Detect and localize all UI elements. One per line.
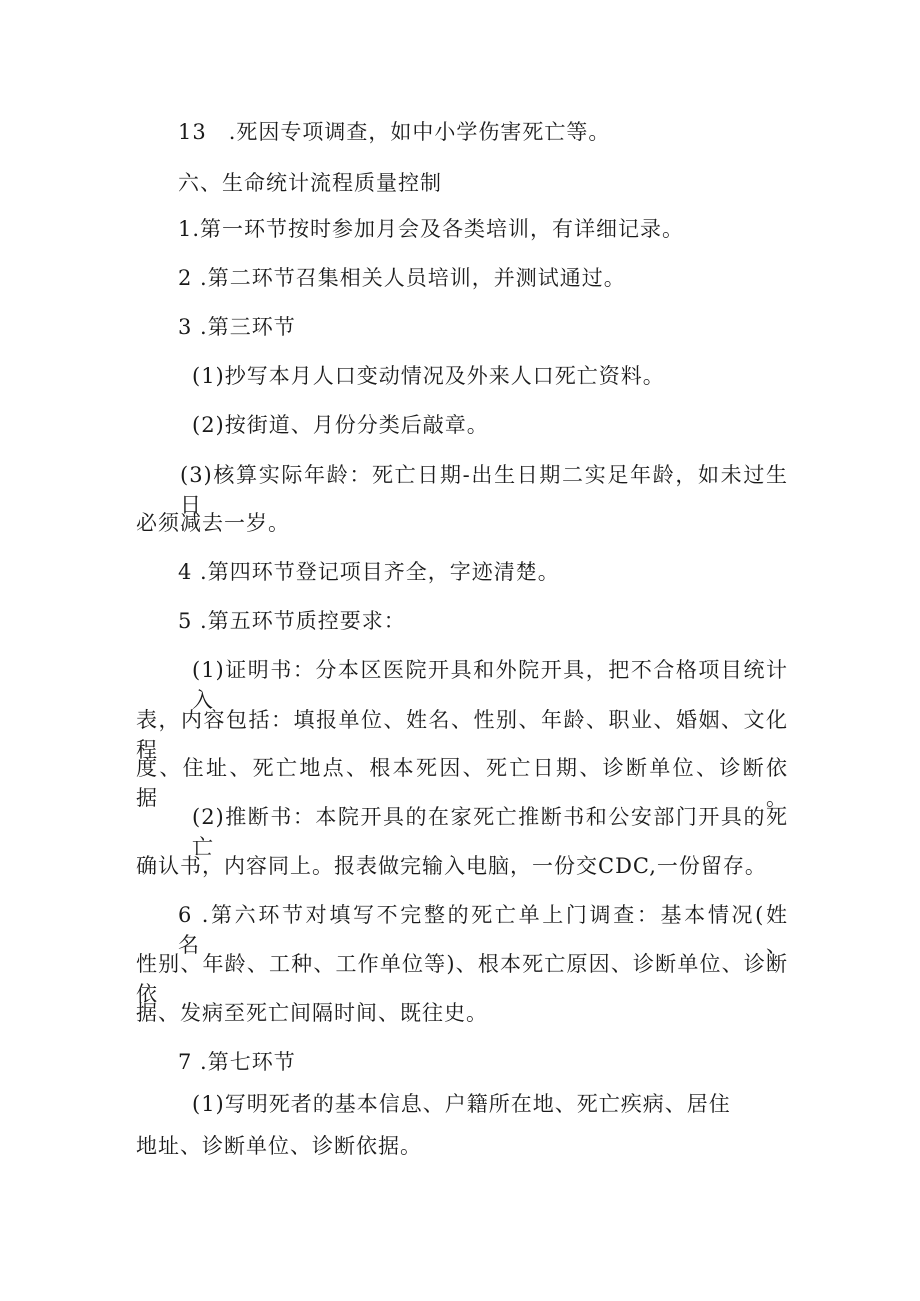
step-2-text: 2 .第二环节召集相关人员培训，并测试通过。: [178, 266, 626, 290]
step-5-item-2-line-2: 确认书，内容同上。报表做完输入电脑，一份交CDC,一份留存。: [136, 854, 767, 878]
step-5-heading: 5 .第五环节质控要求：: [178, 609, 406, 633]
step-7-item-1-line-1: (1)写明死者的基本信息、户籍所在地、死亡疾病、居住: [192, 1092, 731, 1116]
step-3-item-3-line-2: 必须减去一岁。: [136, 511, 290, 535]
step-3-item-3-line-1: (3)核算实际年龄：死亡日期-出生日期二实足年龄，如未过生日: [180, 463, 788, 517]
step-5-item-1-line-1: (1)证明书：分本区医院开具和外院开具，把不合格项目统计入: [192, 658, 788, 712]
step-5-item-2-line-1: (2)推断书：本院开具的在家死亡推断书和公安部门开具的死亡: [192, 805, 788, 859]
step-7-heading: 7 .第七环节: [178, 1050, 296, 1074]
step-4-text: 4 .第四环节登记项目齐全，字迹清楚。: [178, 560, 560, 584]
step-1-text: 1.第一环节按时参加月会及各类培训，有详细记录。: [178, 217, 685, 241]
step-5-item-1-line-3: 度、住址、死亡地点、根本死因、死亡日期、诊断单位、诊断依据。: [136, 756, 788, 810]
step-6-line-1: 6 .第六环节对填写不完整的死亡单上门调查：基本情况(姓名、: [178, 903, 788, 957]
item-13-text: 13 .死因专项调查，如中小学伤害死亡等。: [178, 120, 611, 144]
step-7-item-1-line-2: 地址、诊断单位、诊断依据。: [136, 1134, 422, 1158]
step-5-item-1-line-2: 表，内容包括：填报单位、姓名、性别、年龄、职业、婚姻、文化程: [136, 708, 788, 762]
step-3-item-1: (1)抄写本月人口变动情况及外来人口死亡资料。: [192, 364, 665, 388]
step-6-line-2: 性别、年龄、工种、工作单位等)、根本死亡原因、诊断单位、诊断依: [136, 952, 788, 1006]
step-3-heading: 3 .第三环节: [178, 315, 296, 339]
step-6-line-3: 据、发病至死亡间隔时间、既往史。: [136, 1001, 488, 1025]
section-6-heading: 六、生命统计流程质量控制: [178, 171, 442, 195]
step-3-item-2: (2)按街道、月份分类后敲章。: [192, 413, 489, 437]
